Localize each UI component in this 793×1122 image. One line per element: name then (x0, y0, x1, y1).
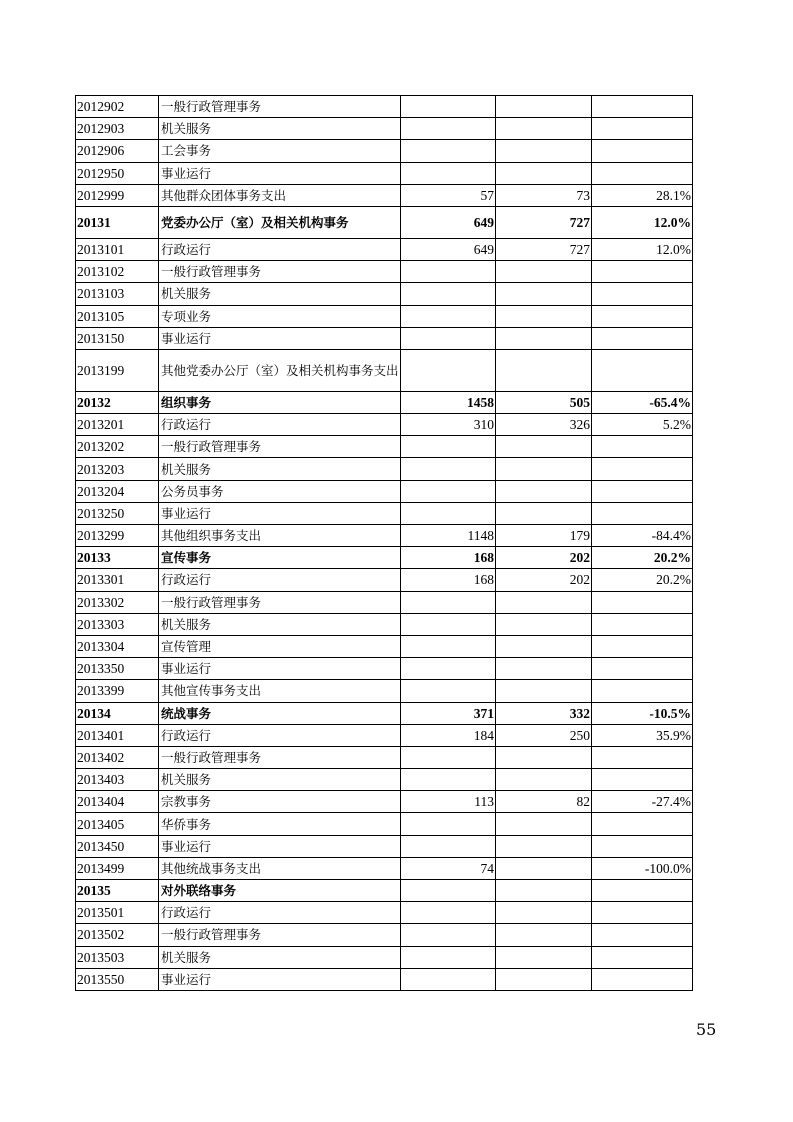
value-cell-1 (401, 458, 496, 480)
name-cell: 事业运行 (159, 162, 401, 184)
code-cell: 2012950 (76, 162, 159, 184)
page-number: 55 (696, 1020, 717, 1039)
value-cell-2 (496, 680, 592, 702)
table-row (76, 162, 693, 184)
table-row (76, 591, 693, 613)
value-cell-1 (401, 502, 496, 524)
name-cell: 组织事务 (159, 391, 401, 413)
value-cell-2 (496, 924, 592, 946)
change-cell: -84.4% (592, 525, 693, 547)
name-cell: 机关服务 (159, 118, 401, 140)
code-cell: 2013299 (76, 525, 159, 547)
value-cell-1: 168 (401, 569, 496, 591)
value-cell-2 (496, 480, 592, 502)
value-cell-2: 332 (496, 702, 592, 724)
value-cell-2: 727 (496, 206, 592, 238)
value-cell-1: 113 (401, 791, 496, 813)
change-cell (592, 327, 693, 349)
code-cell: 2013199 (76, 349, 159, 391)
value-cell-2 (496, 880, 592, 902)
value-cell-1 (401, 162, 496, 184)
name-cell: 其他党委办公厅（室）及相关机构事务支出 (159, 349, 401, 391)
value-cell-1: 649 (401, 206, 496, 238)
name-cell: 对外联络事务 (159, 880, 401, 902)
code-cell: 2012906 (76, 140, 159, 162)
value-cell-2: 73 (496, 184, 592, 206)
code-cell: 2013350 (76, 658, 159, 680)
table-row (76, 835, 693, 857)
value-cell-1 (401, 902, 496, 924)
change-cell (592, 305, 693, 327)
change-cell (592, 769, 693, 791)
name-cell: 事业运行 (159, 502, 401, 524)
change-cell: 5.2% (592, 414, 693, 436)
change-cell (592, 946, 693, 968)
value-cell-2 (496, 902, 592, 924)
value-cell-1 (401, 305, 496, 327)
name-cell: 事业运行 (159, 658, 401, 680)
value-cell-1 (401, 591, 496, 613)
name-cell: 一般行政管理事务 (159, 436, 401, 458)
table-row (76, 635, 693, 657)
value-cell-1: 1458 (401, 391, 496, 413)
name-cell: 宣传管理 (159, 635, 401, 657)
value-cell-1 (401, 613, 496, 635)
change-cell: -100.0% (592, 857, 693, 879)
table-row (76, 547, 693, 569)
value-cell-1 (401, 813, 496, 835)
code-cell: 2013301 (76, 569, 159, 591)
change-cell (592, 924, 693, 946)
value-cell-1 (401, 946, 496, 968)
code-cell: 2013402 (76, 746, 159, 768)
value-cell-1 (401, 658, 496, 680)
code-cell: 20131 (76, 206, 159, 238)
table-row (76, 327, 693, 349)
name-cell: 事业运行 (159, 835, 401, 857)
table-row (76, 414, 693, 436)
change-cell (592, 591, 693, 613)
value-cell-1 (401, 96, 496, 118)
name-cell: 一般行政管理事务 (159, 261, 401, 283)
table-row (76, 857, 693, 879)
code-cell: 2013399 (76, 680, 159, 702)
code-cell: 2013401 (76, 724, 159, 746)
name-cell: 华侨事务 (159, 813, 401, 835)
name-cell: 其他宣传事务支出 (159, 680, 401, 702)
table-row (76, 658, 693, 680)
code-cell: 2012999 (76, 184, 159, 206)
value-cell-1 (401, 769, 496, 791)
code-cell: 2013105 (76, 305, 159, 327)
table-row (76, 946, 693, 968)
name-cell: 宣传事务 (159, 547, 401, 569)
value-cell-1: 184 (401, 724, 496, 746)
value-cell-2 (496, 436, 592, 458)
code-cell: 2013150 (76, 327, 159, 349)
table-row (76, 525, 693, 547)
name-cell: 统战事务 (159, 702, 401, 724)
value-cell-2 (496, 591, 592, 613)
code-cell: 2013502 (76, 924, 159, 946)
change-cell (592, 140, 693, 162)
code-cell: 2013102 (76, 261, 159, 283)
table-row (76, 261, 693, 283)
code-cell: 2013503 (76, 946, 159, 968)
name-cell: 宗教事务 (159, 791, 401, 813)
table-row (76, 206, 693, 238)
code-cell: 2013405 (76, 813, 159, 835)
name-cell: 公务员事务 (159, 480, 401, 502)
value-cell-2 (496, 140, 592, 162)
code-cell: 2013450 (76, 835, 159, 857)
name-cell: 一般行政管理事务 (159, 924, 401, 946)
name-cell: 行政运行 (159, 238, 401, 260)
table-row (76, 880, 693, 902)
change-cell (592, 813, 693, 835)
code-cell: 2013403 (76, 769, 159, 791)
value-cell-1 (401, 924, 496, 946)
value-cell-1: 168 (401, 547, 496, 569)
value-cell-2 (496, 96, 592, 118)
name-cell: 行政运行 (159, 414, 401, 436)
code-cell: 2013304 (76, 635, 159, 657)
value-cell-1 (401, 635, 496, 657)
code-cell: 2013404 (76, 791, 159, 813)
value-cell-1 (401, 880, 496, 902)
value-cell-2: 202 (496, 569, 592, 591)
change-cell (592, 502, 693, 524)
value-cell-2 (496, 458, 592, 480)
table-row (76, 902, 693, 924)
change-cell (592, 680, 693, 702)
change-cell (592, 635, 693, 657)
value-cell-2 (496, 349, 592, 391)
change-cell (592, 835, 693, 857)
name-cell: 事业运行 (159, 327, 401, 349)
budget-table (75, 95, 693, 991)
code-cell: 2013103 (76, 283, 159, 305)
value-cell-2 (496, 769, 592, 791)
name-cell: 行政运行 (159, 724, 401, 746)
table-row (76, 118, 693, 140)
name-cell: 其他群众团体事务支出 (159, 184, 401, 206)
value-cell-1 (401, 480, 496, 502)
value-cell-2 (496, 813, 592, 835)
table-row (76, 502, 693, 524)
name-cell: 行政运行 (159, 569, 401, 591)
code-cell: 2013550 (76, 968, 159, 990)
name-cell: 一般行政管理事务 (159, 96, 401, 118)
table-row (76, 238, 693, 260)
code-cell: 2012902 (76, 96, 159, 118)
value-cell-1 (401, 118, 496, 140)
code-cell: 20134 (76, 702, 159, 724)
change-cell: -65.4% (592, 391, 693, 413)
value-cell-2 (496, 746, 592, 768)
table-row (76, 140, 693, 162)
change-cell (592, 613, 693, 635)
value-cell-1: 310 (401, 414, 496, 436)
value-cell-1: 74 (401, 857, 496, 879)
change-cell: 12.0% (592, 206, 693, 238)
table-row (76, 349, 693, 391)
name-cell: 其他组织事务支出 (159, 525, 401, 547)
value-cell-2: 727 (496, 238, 592, 260)
table-row (76, 724, 693, 746)
value-cell-2 (496, 305, 592, 327)
name-cell: 党委办公厅（室）及相关机构事务 (159, 206, 401, 238)
table-row (76, 436, 693, 458)
value-cell-1: 1148 (401, 525, 496, 547)
value-cell-2: 250 (496, 724, 592, 746)
value-cell-2 (496, 613, 592, 635)
code-cell: 2013201 (76, 414, 159, 436)
value-cell-1 (401, 746, 496, 768)
value-cell-1 (401, 327, 496, 349)
table-row (76, 184, 693, 206)
value-cell-1 (401, 261, 496, 283)
value-cell-2: 179 (496, 525, 592, 547)
change-cell (592, 968, 693, 990)
value-cell-2 (496, 261, 592, 283)
change-cell (592, 880, 693, 902)
change-cell (592, 261, 693, 283)
name-cell: 机关服务 (159, 458, 401, 480)
value-cell-2 (496, 118, 592, 140)
value-cell-1 (401, 835, 496, 857)
name-cell: 专项业务 (159, 305, 401, 327)
name-cell: 一般行政管理事务 (159, 746, 401, 768)
change-cell (592, 96, 693, 118)
change-cell (592, 902, 693, 924)
value-cell-1 (401, 283, 496, 305)
change-cell: 20.2% (592, 547, 693, 569)
code-cell: 2012903 (76, 118, 159, 140)
table-body (76, 96, 693, 991)
change-cell (592, 436, 693, 458)
value-cell-2 (496, 502, 592, 524)
change-cell (592, 458, 693, 480)
code-cell: 2013302 (76, 591, 159, 613)
change-cell (592, 162, 693, 184)
change-cell: -27.4% (592, 791, 693, 813)
value-cell-2 (496, 658, 592, 680)
table-row (76, 480, 693, 502)
value-cell-1 (401, 436, 496, 458)
value-cell-1: 57 (401, 184, 496, 206)
code-cell: 20133 (76, 547, 159, 569)
code-cell: 2013499 (76, 857, 159, 879)
value-cell-1: 371 (401, 702, 496, 724)
table-row (76, 283, 693, 305)
value-cell-2: 505 (496, 391, 592, 413)
table-row (76, 96, 693, 118)
value-cell-2 (496, 162, 592, 184)
table-row (76, 569, 693, 591)
value-cell-2 (496, 283, 592, 305)
table-row (76, 680, 693, 702)
name-cell: 机关服务 (159, 946, 401, 968)
change-cell (592, 283, 693, 305)
table-row (76, 613, 693, 635)
value-cell-2 (496, 327, 592, 349)
name-cell: 一般行政管理事务 (159, 591, 401, 613)
value-cell-1 (401, 349, 496, 391)
value-cell-2 (496, 857, 592, 879)
name-cell: 行政运行 (159, 902, 401, 924)
value-cell-2 (496, 968, 592, 990)
change-cell: 20.2% (592, 569, 693, 591)
code-cell: 2013250 (76, 502, 159, 524)
table-row (76, 924, 693, 946)
name-cell: 机关服务 (159, 283, 401, 305)
name-cell: 其他统战事务支出 (159, 857, 401, 879)
change-cell (592, 658, 693, 680)
name-cell: 工会事务 (159, 140, 401, 162)
change-cell (592, 746, 693, 768)
table-row (76, 458, 693, 480)
value-cell-1 (401, 140, 496, 162)
value-cell-2: 202 (496, 547, 592, 569)
name-cell: 机关服务 (159, 769, 401, 791)
table-row (76, 391, 693, 413)
table-row (76, 791, 693, 813)
value-cell-2 (496, 635, 592, 657)
code-cell: 2013501 (76, 902, 159, 924)
change-cell (592, 480, 693, 502)
value-cell-2: 326 (496, 414, 592, 436)
code-cell: 2013203 (76, 458, 159, 480)
table-row (76, 769, 693, 791)
table-row (76, 305, 693, 327)
name-cell: 事业运行 (159, 968, 401, 990)
value-cell-1 (401, 680, 496, 702)
value-cell-1 (401, 968, 496, 990)
code-cell: 20132 (76, 391, 159, 413)
code-cell: 2013204 (76, 480, 159, 502)
code-cell: 20135 (76, 880, 159, 902)
name-cell: 机关服务 (159, 613, 401, 635)
change-cell: -10.5% (592, 702, 693, 724)
table-row (76, 968, 693, 990)
value-cell-1: 649 (401, 238, 496, 260)
table-row (76, 813, 693, 835)
code-cell: 2013202 (76, 436, 159, 458)
table-row (76, 746, 693, 768)
table-row (76, 702, 693, 724)
value-cell-2 (496, 946, 592, 968)
value-cell-2 (496, 835, 592, 857)
change-cell: 35.9% (592, 724, 693, 746)
change-cell: 12.0% (592, 238, 693, 260)
code-cell: 2013303 (76, 613, 159, 635)
change-cell (592, 118, 693, 140)
change-cell: 28.1% (592, 184, 693, 206)
change-cell (592, 349, 693, 391)
value-cell-2: 82 (496, 791, 592, 813)
code-cell: 2013101 (76, 238, 159, 260)
